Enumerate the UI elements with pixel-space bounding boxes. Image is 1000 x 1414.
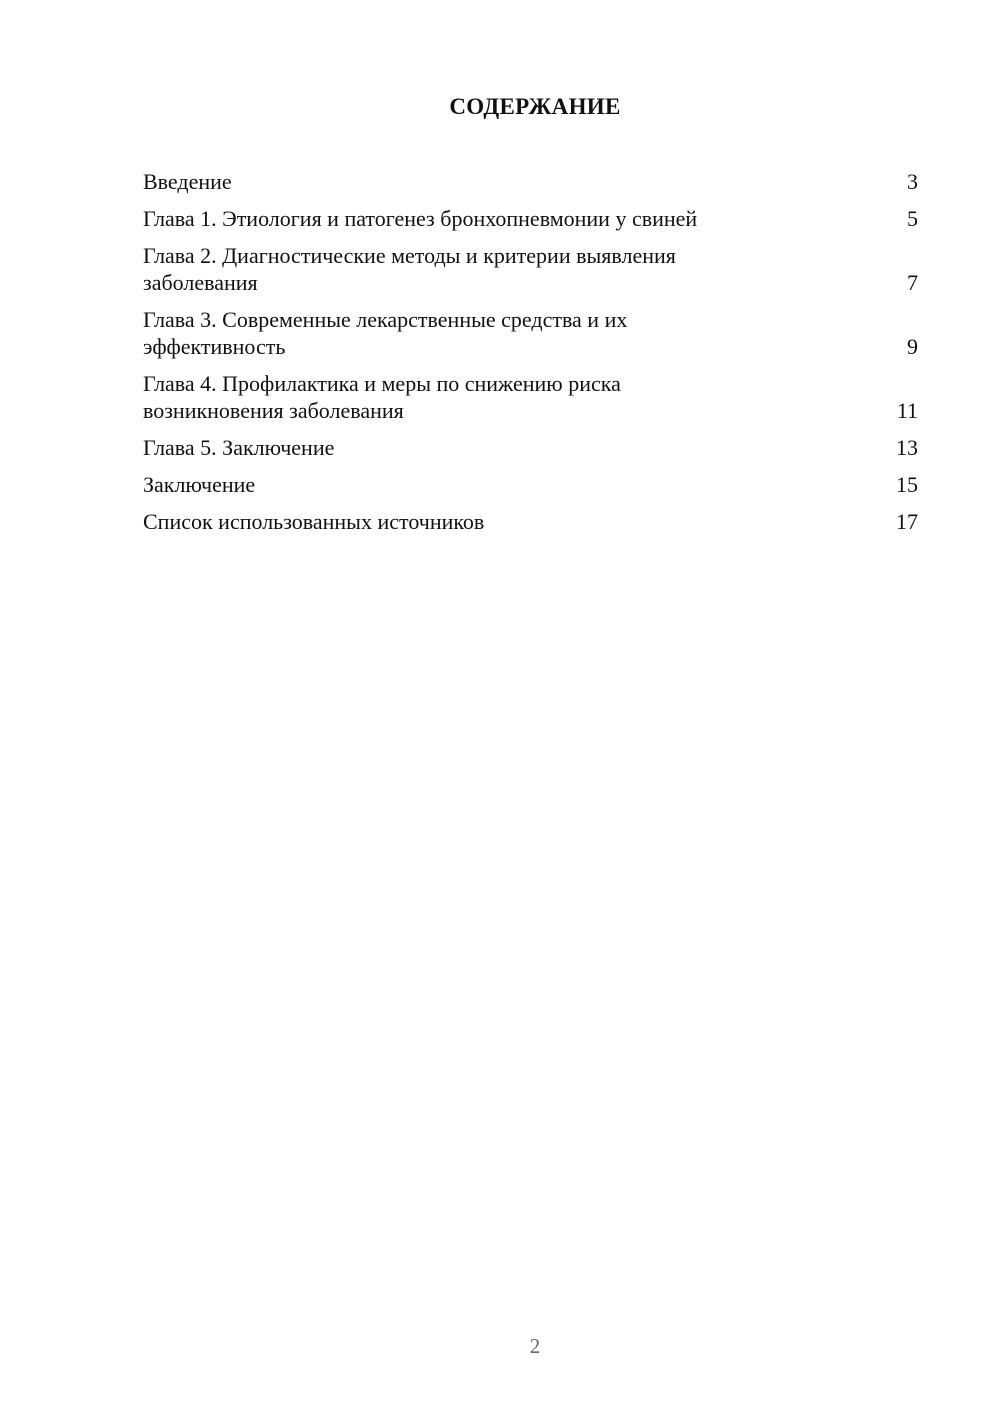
toc-heading: СОДЕРЖАНИЕ: [449, 94, 621, 119]
toc-entry-chapter-3: [143, 306, 918, 360]
toc-entry-title: [143, 242, 888, 296]
toc-entry-chapter-4: [143, 370, 918, 424]
toc-entry-title: [143, 168, 888, 195]
toc-entry-line: Глава 4. Профилактика и меры по снижению риска: [143, 371, 621, 396]
toc-entry-line: Заключение: [143, 472, 256, 497]
page-number: 2: [529, 1334, 541, 1358]
toc-entry-title: [143, 306, 888, 360]
toc-entry-line: Глава 2. Диагностические методы и критерии выявления: [143, 243, 676, 268]
toc-entry-page: 13: [896, 435, 918, 460]
toc-entry-page: 11: [896, 398, 918, 423]
toc-entry-page: 5: [907, 206, 918, 231]
toc-entry-line: Глава 1. Этиология и патогенез бронхопневмонии у свиней: [143, 206, 698, 231]
table-of-contents: [143, 168, 918, 545]
toc-entry-page: 15: [896, 472, 918, 497]
toc-entry-page: 17: [896, 509, 918, 534]
toc-entry-page: 3: [907, 169, 918, 194]
toc-entry-line: Список использованных источников: [143, 509, 485, 534]
toc-entry-line: Глава 3. Современные лекарственные средства и их: [143, 307, 628, 332]
toc-entry-conclusion: [143, 471, 918, 498]
toc-entry-title: [143, 508, 888, 535]
toc-entry-line: возникновения заболевания: [143, 398, 404, 423]
toc-entry-chapter-2: [143, 242, 918, 296]
toc-entry-line: Глава 5. Заключение: [143, 435, 335, 460]
toc-entry-page: 7: [907, 270, 918, 295]
toc-entry-line: эффективность: [143, 334, 286, 359]
toc-entry-line: Введение: [143, 169, 232, 194]
toc-entry-title: [143, 471, 888, 498]
toc-entry-title: [143, 205, 888, 232]
toc-entry-introduction: [143, 168, 918, 195]
toc-entry-line: заболевания: [143, 270, 258, 295]
toc-entry-page: 9: [907, 334, 918, 359]
toc-entry-chapter-5: [143, 434, 918, 461]
toc-entry-chapter-1: [143, 205, 918, 232]
toc-entry-title: [143, 434, 888, 461]
toc-entry-title: [143, 370, 888, 424]
toc-entry-references: [143, 508, 918, 535]
